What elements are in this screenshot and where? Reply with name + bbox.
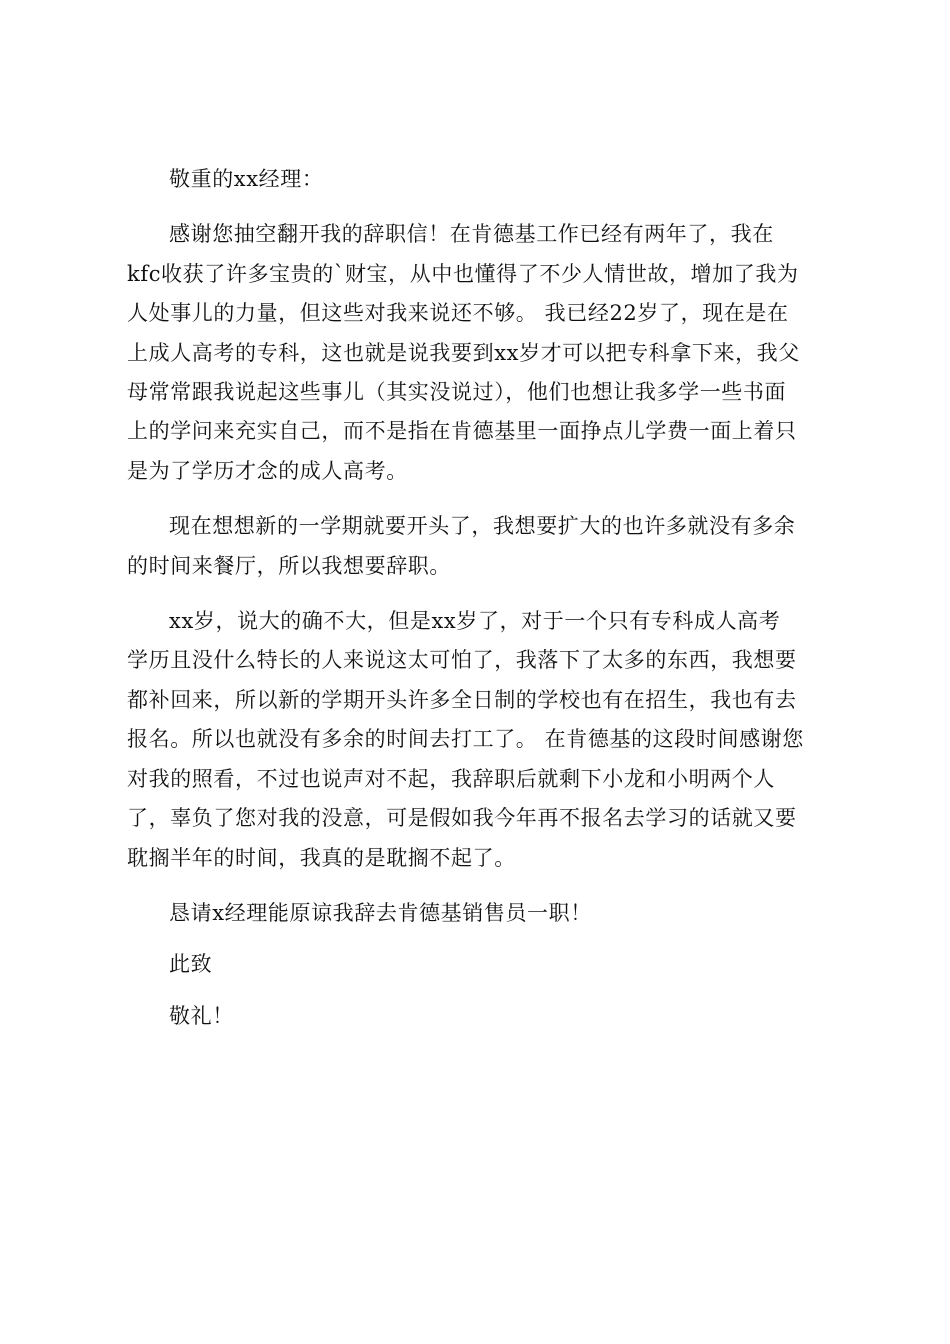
paragraph-2 [127,507,833,586]
paragraph-3-line-2: 学历且没什么特长的人来说这太可怕了，我落下了太多的东西，我想要 [127,648,797,673]
paragraph-3-line-4: 报名。所以也就没有多余的时间去打工了。 在肯德基的这段时间感谢您 [127,727,804,752]
paragraph-2-line-1: 现在想想新的一学期就要开头了，我想要扩大的也许多就没有多余 [169,514,796,539]
paragraph-3-line-6: 了，辜负了您对我的没意，可是假如我今年再不报名去学习的话就又要 [127,806,797,831]
paragraph-3-line-3: 都补回来，所以新的学期开头许多全日制的学校也有在招生，我也有去 [127,687,797,712]
letter-closing-regards: 敬礼！ [169,1003,234,1028]
paragraph-3 [127,602,833,878]
paragraph-1-line-5: 母常常跟我说起这些事儿（其实没说过），他们也想让我多学一些书面 [127,380,787,405]
letter-closing-salutation: 此致 [169,952,213,977]
paragraph-3-line-5: 对我的照看，不过也说声对不起，我辞职后就剩下小龙和小明两个人 [127,766,775,791]
letter-request: 恳请x经理能原谅我辞去肯德基销售员一职！ [169,900,592,925]
paragraph-3-line-7: 耽搁半年的时间，我真的是耽搁不起了。 [127,845,516,870]
paragraph-1-line-6: 上的学问来充实自己，而不是指在肯德基里一面挣点儿学费一面上着只 [127,419,797,444]
paragraph-1-line-4: 上成人高考的专科，这也就是说我要到xx岁才可以把专科拿下来，我父 [127,340,800,365]
paragraph-1-line-2: kfc收获了许多宝贵的`财宝，从中也懂得了不少人情世故，增加了我为 [127,261,799,286]
paragraph-2-line-2: 的时间来餐厅，所以我想要辞职。 [127,553,451,578]
paragraph-1 [127,215,833,491]
resignation-letter [127,160,833,1036]
letter-greeting: 敬重的xx经理： [169,167,324,191]
paragraph-1-line-7: 是为了学历才念的成人高考。 [127,458,408,483]
paragraph-1-line-1: 感谢您抽空翻开我的辞职信！在肯德基工作已经有两年了，我在 [169,222,774,247]
paragraph-3-line-1: xx岁，说大的确不大，但是xx岁了，对于一个只有专科成人高考 [169,609,781,634]
paragraph-1-line-3: 人处事儿的力量，但这些对我来说还不够。 我已经22岁了，现在是在 [127,301,789,326]
